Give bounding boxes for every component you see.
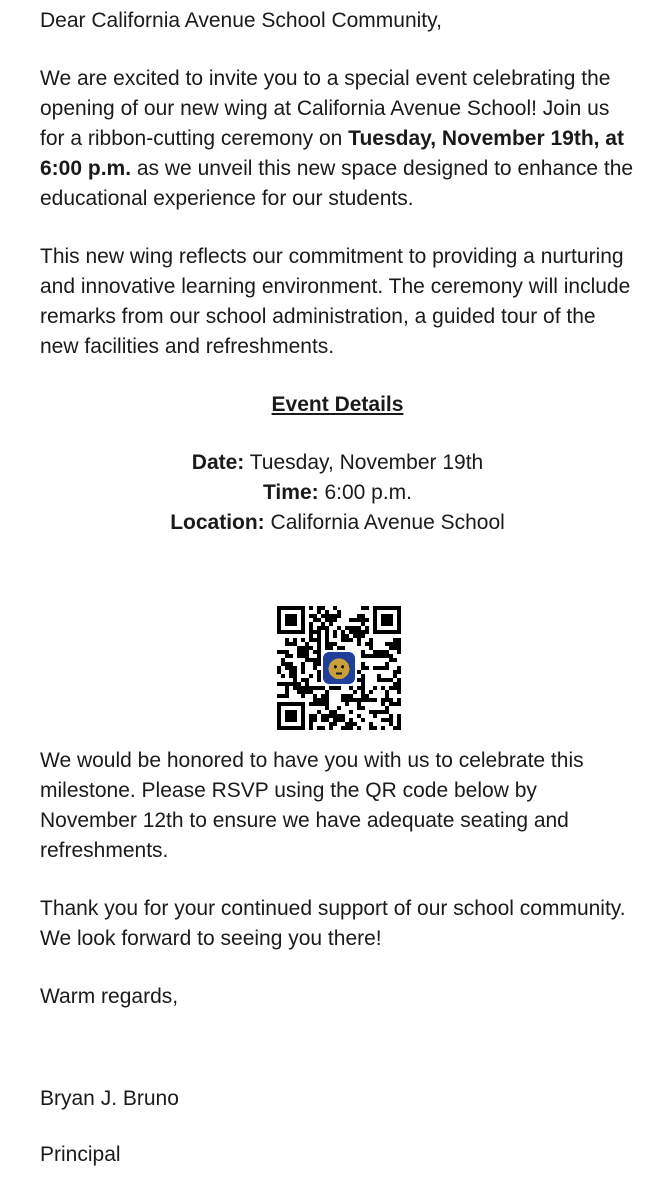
date-label: Date: <box>191 451 245 474</box>
event-time-line <box>40 478 635 508</box>
date-value: Tuesday, November 19th <box>244 451 484 474</box>
time-label: Time: <box>262 481 319 504</box>
invitation-text-start: We are excited to invite you to a special event celebrating the opening of our new wing at California Avenue School! Join us for a ribbon-cutting ceremony on <box>40 67 611 150</box>
thanks-paragraph: Thank you for your continued support of our school community. We look forward to seeing you there! <box>40 897 626 950</box>
rsvp-paragraph: We would be honored to have you with us to celebrate this milestone. Please RSVP using the QR code below by November 12th to ensure we have adequate seating and refreshments. <box>40 749 584 862</box>
signer-title: Principal <box>40 1143 121 1166</box>
signer-name: Bryan J. Bruno <box>40 1087 179 1110</box>
event-details-heading: Event Details <box>271 393 404 416</box>
time-value: 6:00 p.m. <box>318 481 413 504</box>
invitation-paragraph <box>40 64 635 214</box>
event-location-line <box>40 508 635 538</box>
event-details <box>40 390 635 538</box>
event-datetime-highlight: Tuesday, November 19th, at 6:00 p.m. <box>40 127 624 180</box>
letter-greeting: Dear California Avenue School Community, <box>40 9 442 32</box>
school-mascot-icon <box>321 650 357 686</box>
event-date-line <box>40 448 635 478</box>
rsvp-qr-container <box>40 606 635 730</box>
location-value: California Avenue School <box>264 511 505 534</box>
qr-code-icon[interactable] <box>277 606 401 730</box>
commitment-paragraph: This new wing reflects our commitment to providing a nurturing and innovative learning environment. The ceremony will include remarks from our school administration, a guided tour of the new facilities and refreshments. <box>40 245 631 358</box>
location-label: Location: <box>170 511 265 534</box>
closing: Warm regards, <box>40 985 179 1008</box>
invitation-text-end: as we unveil this new space designed to enhance the educational experience for our students. <box>40 157 634 210</box>
